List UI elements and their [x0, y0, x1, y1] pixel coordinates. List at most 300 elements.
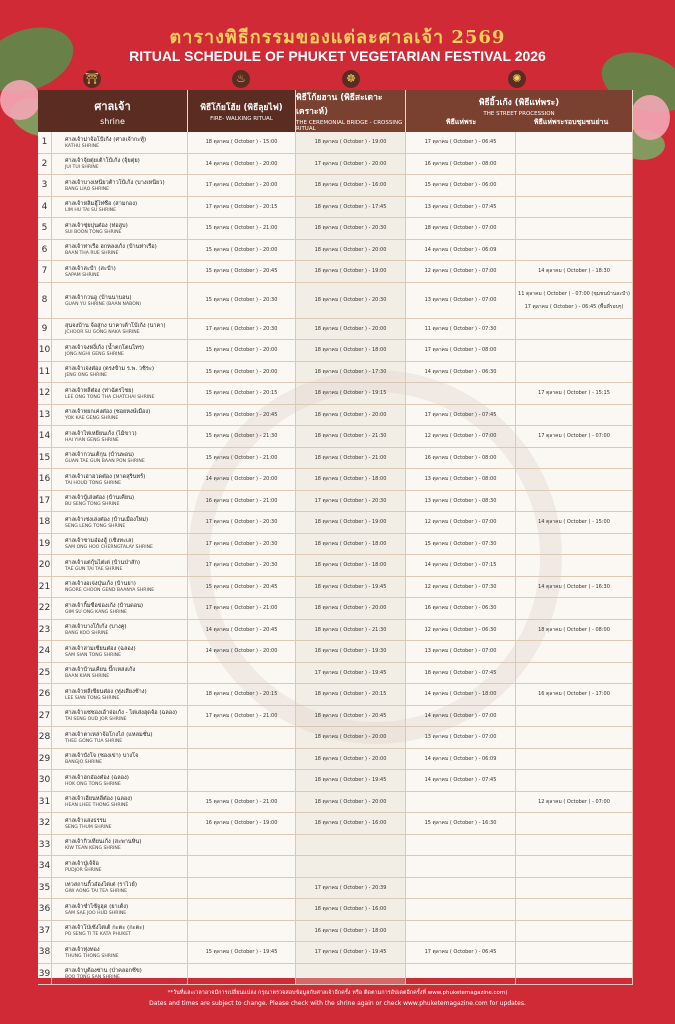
community-procession-time: 16 ตุลาคม ( October ) - 17:00	[538, 691, 610, 698]
row-number: 6	[38, 240, 52, 261]
bridge-crossing-cell: 18 ตุลาคม ( October ) - 20:00	[296, 405, 406, 426]
shrine-name-cell	[52, 706, 188, 727]
procession-cell	[406, 921, 516, 942]
bridge-crossing-cell: 18 ตุลาคม ( October ) - 20:00	[296, 319, 406, 340]
procession-cell: 13 ตุลาคม ( October ) - 07:00	[406, 283, 516, 318]
row-number: 5	[38, 218, 52, 239]
fire-walking-cell: 15 ตุลาคม ( October ) - 20:15	[188, 383, 296, 404]
table-row	[38, 154, 633, 176]
bridge-crossing-cell: 17 ตุลาคม ( October ) - 19:45	[296, 942, 406, 963]
row-number: 9	[38, 319, 52, 340]
bridge-crossing-cell: 18 ตุลาคม ( October ) - 21:00	[296, 448, 406, 469]
shrine-name-thai: ศาลเจ้าท่าเรือ ฮกหลงเก้ง (บ้านท่าเรือ)	[65, 244, 157, 251]
shrine-name-english: BANG LIAO SHRINE	[65, 186, 110, 192]
shrine-name-thai: ศาลเจ้าหลีเซียนต๋อง (ทุ่งเสียงช้าง)	[65, 688, 147, 695]
table-row	[38, 405, 633, 427]
bridge-crossing-cell: 17 ตุลาคม ( October ) - 20:39	[296, 878, 406, 899]
table-row	[38, 684, 633, 706]
shrine-name-english: BU SENG TONG SHRINE	[65, 502, 120, 508]
table-body	[38, 132, 633, 985]
column-label-thai: ศาลเจ้า	[94, 99, 131, 113]
row-number: 29	[38, 749, 52, 770]
row-number: 33	[38, 835, 52, 856]
bridge-icon: ☸	[342, 70, 360, 88]
row-number: 39	[38, 964, 52, 985]
fire-walking-cell	[188, 727, 296, 748]
procession-cell: 18 ตุลาคม ( October ) - 07:45	[406, 663, 516, 684]
bridge-crossing-cell: 18 ตุลาคม ( October ) - 19:00	[296, 261, 406, 282]
shrine-name-cell	[52, 132, 188, 153]
column-header-street-procession	[406, 90, 633, 132]
bridge-crossing-cell: 18 ตุลาคม ( October ) - 21:30	[296, 426, 406, 447]
community-procession-cell	[516, 598, 633, 619]
shrine-name-english: SAM ONG HOO CHERNGTALAY SHRINE	[65, 545, 153, 551]
shrine-name-cell	[52, 921, 188, 942]
community-procession-cell	[516, 154, 633, 175]
table-row	[38, 426, 633, 448]
fire-walking-cell	[188, 663, 296, 684]
bridge-crossing-cell: 17 ตุลาคม ( October ) - 20:00	[296, 154, 406, 175]
row-number: 15	[38, 448, 52, 469]
shrine-name-cell	[52, 620, 188, 641]
bridge-crossing-cell: 18 ตุลาคม ( October ) - 18:00	[296, 555, 406, 576]
fire-walking-cell: 14 ตุลาคม ( October ) - 20:00	[188, 469, 296, 490]
shrine-name-thai: เทวสถานกิ้วอ๋องไต่เต่ (ราไวย์)	[65, 882, 137, 889]
row-number: 35	[38, 878, 52, 899]
procession-cell: 13 ตุลาคม ( October ) - 08:00	[406, 469, 516, 490]
row-number: 13	[38, 405, 52, 426]
subcolumn-label-procession: พิธีแห่พระ	[446, 118, 477, 126]
bridge-crossing-cell: 18 ตุลาคม ( October ) - 19:00	[296, 132, 406, 153]
community-procession-cell	[516, 383, 633, 404]
community-procession-cell	[516, 491, 633, 512]
shrine-name-english: THUNG THONG SHRINE	[65, 953, 119, 959]
fire-walking-cell: 15 ตุลาคม ( October ) - 20:45	[188, 577, 296, 598]
procession-cell: 12 ตุลาคม ( October ) - 07:00	[406, 426, 516, 447]
table-row	[38, 555, 633, 577]
fire-walking-cell: 15 ตุลาคม ( October ) - 20:00	[188, 340, 296, 361]
shrine-name-cell	[52, 261, 188, 282]
shrine-name-thai: ศาลเจ้าแสงธรรม	[65, 817, 107, 824]
shrine-name-cell	[52, 899, 188, 920]
shrine-name-english: JENG ONG SHRINE	[65, 373, 108, 379]
shrine-name-thai: ศาลเจ้าหยกเค่งต๋อง (ซอยหงษ์เมือง)	[65, 409, 151, 416]
shrine-name-thai: ศาลเจ้าฮกอ๋องต๋อง (ฉลอง)	[65, 774, 129, 781]
community-procession-cell	[516, 813, 633, 834]
procession-cell: 15 ตุลาคม ( October ) - 06:00	[406, 175, 516, 196]
bridge-crossing-cell: 18 ตุลาคม ( October ) - 16:00	[296, 175, 406, 196]
bridge-crossing-cell: 18 ตุลาคม ( October ) - 20:00	[296, 598, 406, 619]
table-row	[38, 749, 633, 771]
shrine-name-english: SENG LENG TONG SHRINE	[65, 523, 126, 529]
shrine-name-english: LEE SIAN TONG SHRINE	[65, 695, 120, 701]
shrine-name-thai: ศาลเจ้าตาเหล่าจ้อโกงไถ่ (แหลมชั่น)	[65, 731, 153, 738]
shrine-name-english: TAE GUN TAI TAE SHRINE	[65, 566, 123, 572]
row-number: 19	[38, 534, 52, 555]
procession-cell	[406, 878, 516, 899]
shrine-name-english: SENG THUM SHRINE	[65, 824, 112, 830]
fire-walking-cell: 14 ตุลาคม ( October ) - 20:00	[188, 641, 296, 662]
community-procession-cell	[516, 555, 633, 576]
row-number: 1	[38, 132, 52, 153]
bridge-crossing-cell: 18 ตุลาคม ( October ) - 20:00	[296, 749, 406, 770]
procession-cell	[406, 899, 516, 920]
shrine-name-english: HAI YIAN GENG SHRINE	[65, 437, 119, 443]
fire-walking-cell: 14 ตุลาคม ( October ) - 20:00	[188, 154, 296, 175]
shrine-name-thai: ศาลเจ้าบางเหนียวต้าวโบ้เก้ง (บางเหนียว)	[65, 179, 165, 186]
bridge-crossing-cell: 18 ตุลาคม ( October ) - 20:00	[296, 240, 406, 261]
procession-cell: 12 ตุลาคม ( October ) - 07:00	[406, 512, 516, 533]
row-number: 2	[38, 154, 52, 175]
community-procession-cell	[516, 706, 633, 727]
fire-icon: ♨	[232, 70, 250, 88]
community-procession-cell	[516, 405, 633, 426]
shrine-name-cell	[52, 154, 188, 175]
fire-walking-cell: 15 ตุลาคม ( October ) - 19:45	[188, 942, 296, 963]
bridge-crossing-cell	[296, 856, 406, 877]
shrine-name-english: TAI SENG OUD JOR SHRINE	[65, 717, 127, 723]
fire-walking-cell: 15 ตุลาคม ( October ) - 20:00	[188, 362, 296, 383]
bridge-crossing-cell: 18 ตุลาคม ( October ) - 17:30	[296, 362, 406, 383]
bridge-crossing-cell: 17 ตุลาคม ( October ) - 20:30	[296, 491, 406, 512]
shrine-name-cell	[52, 770, 188, 791]
shrine-name-english: TAI HOUD TONG SHRINE	[65, 480, 121, 486]
row-number: 8	[38, 283, 52, 318]
community-procession-cell	[516, 835, 633, 856]
bridge-crossing-cell: 18 ตุลาคม ( October ) - 20:45	[296, 706, 406, 727]
shrine-name-thai: ศาลเจ้าไห่เหยียนเก้ง (ไม้ขาว)	[65, 430, 137, 437]
shrine-name-thai: ศาลเจ้าหลีต๋อง (ท่าฉัตรไชย)	[65, 387, 134, 394]
procession-cell: 16 ตุลาคม ( October ) - 06:30	[406, 598, 516, 619]
shrine-name-english: SAPAM SHRINE	[65, 272, 100, 278]
procession-cell: 14 ตุลาคม ( October ) - 06:09	[406, 749, 516, 770]
shrine-name-thai: ศาลเจ้ากวนเต้กุน (บ้านพอน)	[65, 452, 135, 459]
table-row	[38, 792, 633, 814]
table-row	[38, 218, 633, 240]
procession-cell: 14 ตุลาคม ( October ) - 07:15	[406, 555, 516, 576]
fire-walking-cell	[188, 770, 296, 791]
procession-cell	[406, 856, 516, 877]
row-number: 27	[38, 706, 52, 727]
table-header	[38, 90, 633, 132]
community-procession-cell	[516, 261, 633, 282]
community-procession-cell	[516, 218, 633, 239]
row-number: 31	[38, 792, 52, 813]
community-procession-cell	[516, 620, 633, 641]
shrine-name-thai: ศาลเจ้าบังโจ (ซองเข่า) บางโจ	[65, 753, 139, 760]
procession-cell	[406, 792, 516, 813]
fire-walking-cell: 17 ตุลาคม ( October ) - 20:15	[188, 197, 296, 218]
shrine-name-thai: ศาลเจ้าเจ่งต๋อง (ตรงข้าม ร.พ. วชิระ)	[65, 366, 155, 373]
procession-cell: 14 ตุลาคม ( October ) - 06:09	[406, 240, 516, 261]
row-number: 26	[38, 684, 52, 705]
shrine-name-english: KIW TEAN KENG SHRINE	[65, 846, 121, 852]
community-procession-cell	[516, 240, 633, 261]
bridge-crossing-cell: 18 ตุลาคม ( October ) - 19:30	[296, 641, 406, 662]
community-procession-cell	[516, 448, 633, 469]
community-procession-time: 17 ตุลาคม ( October ) - 15:15	[538, 390, 610, 397]
shrine-name-english: GUAN YU SHRINE (BAAN NABON)	[65, 301, 142, 307]
community-procession-cell	[516, 426, 633, 447]
fire-walking-cell: 14 ตุลาคม ( October ) - 20:45	[188, 620, 296, 641]
bridge-crossing-cell: 18 ตุลาคม ( October ) - 19:15	[296, 383, 406, 404]
column-label-english: THE CEREMONIAL BRIDGE - CROSSING RITUAL	[296, 120, 403, 132]
row-number: 16	[38, 469, 52, 490]
row-number: 3	[38, 175, 52, 196]
row-number: 36	[38, 899, 52, 920]
community-procession-cell	[516, 512, 633, 533]
table-row	[38, 283, 633, 319]
shrine-name-thai: ศาลเจ้าเฮียนหลีต๋อง (ฉลอง)	[65, 796, 133, 803]
lotus-flower-decoration	[630, 95, 670, 140]
community-procession-cell	[516, 577, 633, 598]
procession-cell: 13 ตุลาคม ( October ) - 07:00	[406, 727, 516, 748]
shrine-name-english: HEAN LHEE THONG SHRINE	[65, 803, 129, 809]
table-row	[38, 878, 633, 900]
shrine-name-english: THEE GONG TUA SHRINE	[65, 738, 123, 744]
row-number: 25	[38, 663, 52, 684]
procession-cell: 12 ตุลาคม ( October ) - 07:00	[406, 261, 516, 282]
bridge-crossing-cell: 18 ตุลาคม ( October ) - 20:00	[296, 792, 406, 813]
shrine-name-thai: ศาลเจ้ากวนอู (บ้านนาบอน)	[65, 294, 132, 301]
bridge-crossing-cell: 18 ตุลาคม ( October ) - 18:00	[296, 340, 406, 361]
procession-cell: 14 ตุลาคม ( October ) - 18:00	[406, 684, 516, 705]
procession-cell: 17 ตุลาคม ( October ) - 06:45	[406, 132, 516, 153]
row-number: 37	[38, 921, 52, 942]
procession-icon: ✺	[508, 70, 526, 88]
shrine-name-thai: ศาลเจ้าแต่กุ้นไต่เต่ (บ้านป่าสัก)	[65, 559, 141, 566]
shrine-name-thai: ศาลเจ้าซำไซ้จูฮุด (ยาเต้ง)	[65, 903, 129, 910]
community-procession-time: 12 ตุลาคม ( October ) - 07:00	[538, 798, 610, 805]
community-procession-cell	[516, 878, 633, 899]
table-row	[38, 727, 633, 749]
shrine-name-english: JUI TUI SHRINE	[65, 165, 99, 171]
fire-walking-cell: 15 ตุลาคม ( October ) - 21:00	[188, 218, 296, 239]
procession-cell: 15 ตุลาคม ( October ) - 07:30	[406, 534, 516, 555]
table-row	[38, 813, 633, 835]
column-header-shrine	[38, 90, 188, 132]
bridge-crossing-cell: 18 ตุลาคม ( October ) - 19:45	[296, 770, 406, 791]
shrine-name-thai: ศาลเจ้าบูต้องซ่าน (ป่าคลอกซีข)	[65, 968, 142, 975]
shrine-name-thai: ศาลเจ้าม่าจ้อโป้เก้ง (ศาลเจ้ากะทู้)	[65, 136, 147, 143]
column-label-english: FIRE- WALKING RITUAL	[210, 116, 273, 122]
shrine-name-english: SUI BOON TONG SHRINE	[65, 229, 122, 235]
shrine-name-cell	[52, 878, 188, 899]
row-number: 21	[38, 577, 52, 598]
bridge-crossing-cell: 18 ตุลาคม ( October ) - 20:15	[296, 684, 406, 705]
fire-walking-cell: 15 ตุลาคม ( October ) - 21:30	[188, 426, 296, 447]
fire-walking-cell: 16 ตุลาคม ( October ) - 19:00	[188, 813, 296, 834]
shrine-name-english: GIW AONG TAI TEA SHRINE	[65, 889, 128, 895]
table-row	[38, 240, 633, 262]
shrine-name-thai: ศาลเจ้าซามอ๋องฮู้ (เชิงทะเล)	[65, 538, 134, 545]
fire-walking-cell: 17 ตุลาคม ( October ) - 20:30	[188, 512, 296, 533]
community-procession-cell	[516, 197, 633, 218]
table-row	[38, 641, 633, 663]
bridge-crossing-cell: 18 ตุลาคม ( October ) - 20:00	[296, 727, 406, 748]
community-procession-cell	[516, 641, 633, 662]
row-number: 17	[38, 491, 52, 512]
shrine-name-thai: ศาลเจ้ากิวเทียนเก้ง (สะพานหิน)	[65, 839, 142, 846]
bridge-crossing-cell: 18 ตุลาคม ( October ) - 17:45	[296, 197, 406, 218]
bridge-crossing-cell: 18 ตุลาคม ( October ) - 20:30	[296, 283, 406, 318]
shrine-name-thai: ศาลเจ้างอเจ่งปุ่นเก้ง (บ้านยา)	[65, 581, 136, 588]
shrine-name-english: PO SENG TI TE KATA PHUKET	[65, 932, 131, 938]
shrine-name-cell	[52, 426, 188, 447]
procession-cell: 12 ตุลาคม ( October ) - 07:30	[406, 577, 516, 598]
shrine-name-cell	[52, 512, 188, 533]
table-row	[38, 577, 633, 599]
table-row	[38, 942, 633, 964]
lotus-flower-decoration	[0, 80, 40, 120]
table-row	[38, 921, 633, 943]
footer-note-english: Dates and times are subject to change. Please check with the shrine again or check www.phuketemagazine.com for updates.	[149, 1000, 526, 1007]
column-label-thai: พิธีอิ้วเก้ง (พิธีแห่พระ)	[478, 98, 560, 108]
shrine-name-cell	[52, 383, 188, 404]
table-row	[38, 964, 633, 986]
shrine-name-cell	[52, 448, 188, 469]
bridge-crossing-cell: 18 ตุลาคม ( October ) - 20:30	[296, 218, 406, 239]
shrine-name-cell	[52, 319, 188, 340]
shrine-name-english: YOK KAE GENG SHRINE	[65, 416, 119, 422]
community-procession-cell	[516, 749, 633, 770]
community-procession-time: 17 ตุลาคม ( October ) - 06:45 (พื้นที่รอบๆ)	[524, 303, 624, 310]
fire-walking-cell: 18 ตุลาคม ( October ) - 20:15	[188, 684, 296, 705]
page-title-thai: ตารางพิธีกรรมของแต่ละศาลเจ้า 2569	[169, 27, 506, 48]
table-row	[38, 319, 633, 341]
procession-cell: 13 ตุลาคม ( October ) - 08:30	[406, 491, 516, 512]
row-number: 38	[38, 942, 52, 963]
shrine-name-thai: ศาลเจ้ากิ้มซือข่องเก้ง (บ้านดอน)	[65, 602, 144, 609]
shrine-name-cell	[52, 942, 188, 963]
procession-cell: 14 ตุลาคม ( October ) - 06:30	[406, 362, 516, 383]
table-row	[38, 383, 633, 405]
procession-cell: 14 ตุลาคม ( October ) - 07:45	[406, 770, 516, 791]
shrine-name-thai: ศาลเจ้าจงหงี่เก้ง (น้ำตกโตนไทร)	[65, 344, 145, 351]
shrine-name-thai: ศาลเจ้าจุ้ยตุ่ยเต้าโบ้เก้ง (จุ้ยตุ่ย)	[65, 158, 140, 165]
shrine-name-cell	[52, 598, 188, 619]
shrine-name-cell	[52, 283, 188, 318]
row-number: 32	[38, 813, 52, 834]
bridge-crossing-cell	[296, 835, 406, 856]
column-header-bridge-crossing	[296, 90, 406, 132]
shrine-name-english: SAM SAE JOO HUD SHRINE	[65, 910, 127, 916]
shrine-name-thai: ศาลเจ้าบางโก้เก้ง (บางคู)	[65, 624, 127, 631]
shrine-name-english: GIM SU ONG KANG SHRINE	[65, 609, 127, 615]
community-procession-time: 14 ตุลาคม ( October ) - 16:30	[538, 583, 610, 590]
column-icons	[40, 70, 632, 90]
row-number: 24	[38, 641, 52, 662]
table-row	[38, 340, 633, 362]
shrine-name-english: BOO TONG SAN SHRINE	[65, 975, 120, 981]
shrine-name-cell	[52, 813, 188, 834]
shrine-name-cell	[52, 175, 188, 196]
shrine-name-english: JONG NGHI GENG SHRINE	[65, 351, 124, 357]
community-procession-cell	[516, 684, 633, 705]
bridge-crossing-cell: 18 ตุลาคม ( October ) - 19:45	[296, 577, 406, 598]
shrine-name-english: NGORE CHOON GEND BAANYA SHRINE	[65, 588, 155, 594]
bridge-crossing-cell: 18 ตุลาคม ( October ) - 18:00	[296, 534, 406, 555]
community-procession-cell	[516, 792, 633, 813]
fire-walking-cell: 15 ตุลาคม ( October ) - 20:45	[188, 261, 296, 282]
fire-walking-cell: 17 ตุลาคม ( October ) - 21:00	[188, 598, 296, 619]
procession-cell	[406, 835, 516, 856]
column-label-thai: พิธีโก้ยฮาน (พิธีสะเดาะเคราะห์)	[296, 93, 383, 117]
table-row	[38, 132, 633, 154]
shrine-name-english: BAAN KIAN SHRINE	[65, 674, 110, 680]
community-procession-time: 14 ตุลาคม ( October ) - 15:00	[538, 519, 610, 526]
shrine-icon: ⛩	[83, 70, 101, 88]
table-row	[38, 469, 633, 491]
fire-walking-cell: 17 ตุลาคม ( October ) - 21:00	[188, 706, 296, 727]
shrine-name-thai: ศาลเจ้าสะปำ (สะปำ)	[65, 265, 116, 272]
shrine-name-cell	[52, 362, 188, 383]
row-number: 20	[38, 555, 52, 576]
shrine-name-english: GUAN TAE GUN BAAN PON SHRINE	[65, 459, 145, 465]
shrine-name-thai: ศาลเจ้าเซ่งเล่งต๋อง (บ้านเมืองใหม่)	[65, 516, 149, 523]
shrine-name-english: JCHOOR SU GONG NAKA SHRINE	[65, 330, 140, 336]
bridge-crossing-cell: 18 ตุลาคม ( October ) - 16:00	[296, 899, 406, 920]
row-number: 12	[38, 383, 52, 404]
shrine-name-cell	[52, 641, 188, 662]
shrine-name-cell	[52, 577, 188, 598]
shrine-name-thai: ศาลเจ้าหลิมฮู้ไท่ซือ (สามกอง)	[65, 201, 138, 208]
shrine-name-english: SAM SIAN TONG SHRINE	[65, 652, 122, 658]
community-procession-cell	[516, 942, 633, 963]
shrine-name-thai: ศาลเจ้าสามเซียนต๋อง (ฉลอง)	[65, 645, 136, 652]
fire-walking-cell: 18 ตุลาคม ( October ) - 15:00	[188, 132, 296, 153]
bridge-crossing-cell: 18 ตุลาคม ( October ) - 18:00	[296, 469, 406, 490]
fire-walking-cell: 15 ตุลาคม ( October ) - 20:30	[188, 283, 296, 318]
table-row	[38, 512, 633, 534]
fire-walking-cell: 15 ตุลาคม ( October ) - 21:00	[188, 448, 296, 469]
procession-cell: 16 ตุลาคม ( October ) - 08:00	[406, 448, 516, 469]
shrine-name-english: BANG KOO SHRINE	[65, 631, 109, 637]
table-row	[38, 835, 633, 857]
table-row	[38, 598, 633, 620]
community-procession-cell	[516, 283, 633, 318]
table-row	[38, 856, 633, 878]
procession-cell: 12 ตุลาคม ( October ) - 06:30	[406, 620, 516, 641]
community-procession-time: 14 ตุลาคม ( October ) - 18:30	[538, 268, 610, 275]
shrine-name-cell	[52, 534, 188, 555]
procession-cell: 11 ตุลาคม ( October ) - 07:30	[406, 319, 516, 340]
community-procession-cell	[516, 469, 633, 490]
shrine-name-english: HOK ONG TONG SHRINE	[65, 781, 121, 787]
fire-walking-cell	[188, 921, 296, 942]
community-procession-cell	[516, 770, 633, 791]
shrine-name-english: PUDJOR SHRINE	[65, 867, 102, 873]
procession-cell: 17 ตุลาคม ( October ) - 07:45	[406, 405, 516, 426]
fire-walking-cell	[188, 835, 296, 856]
fire-walking-cell: 15 ตุลาคม ( October ) - 21:00	[188, 792, 296, 813]
schedule-table	[38, 90, 633, 981]
fire-walking-cell	[188, 878, 296, 899]
footer-note-thai: **วันที่และเวลาอาจมีการเปลี่ยนแปลง กรุณาตรวจสอบข้อมูลกับศาลเจ้าอีกครั้ง หรือ ติดตามการอัปเดตอีกครั้งที่ www.phuketemagazine.com)	[167, 990, 508, 996]
shrine-name-english: LEE ONG TONG THA CHATCHAI SHRINE	[65, 394, 155, 400]
fire-walking-cell: 17 ตุลาคม ( October ) - 20:30	[188, 534, 296, 555]
table-row	[38, 534, 633, 556]
shrine-name-cell	[52, 555, 188, 576]
community-procession-time: 18 ตุลาคม ( October ) - 08:00	[538, 626, 610, 633]
community-procession-cell	[516, 340, 633, 361]
bridge-crossing-cell	[296, 964, 406, 985]
shrine-name-cell	[52, 405, 188, 426]
row-number: 7	[38, 261, 52, 282]
row-number: 11	[38, 362, 52, 383]
table-row	[38, 362, 633, 384]
procession-cell: 15 ตุลาคม ( October ) - 16:30	[406, 813, 516, 834]
